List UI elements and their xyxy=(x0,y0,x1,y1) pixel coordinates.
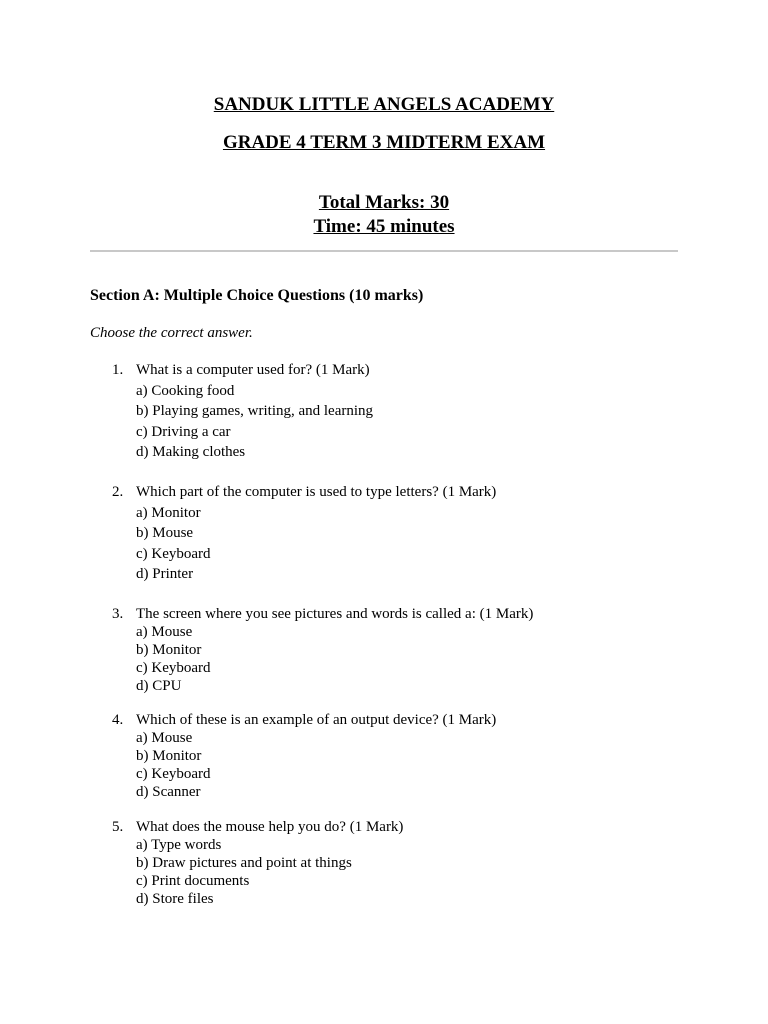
option-b: b) Monitor xyxy=(136,642,202,658)
question-text: What does the mouse help you do? (1 Mark) xyxy=(136,819,404,835)
question-2 xyxy=(112,482,496,585)
option-a: a) Cooking food xyxy=(136,382,235,399)
question-text: The screen where you see pictures and words is called a: (1 Mark) xyxy=(136,606,534,622)
exam-time: Time: 45 minutes xyxy=(313,216,455,237)
option-d: d) Printer xyxy=(136,566,194,582)
question-number: 2. xyxy=(112,484,124,500)
option-b: b) Monitor xyxy=(136,748,202,764)
question-number: 3. xyxy=(112,606,124,622)
question-1 xyxy=(112,360,373,463)
option-d: d) Making clothes xyxy=(136,444,246,460)
question-text: What is a computer used for? (1 Mark) xyxy=(136,362,370,378)
question-text: Which of these is an example of an output device? (1 Mark) xyxy=(136,712,497,728)
question-4 xyxy=(112,711,496,801)
option-a: a) Mouse xyxy=(136,730,193,746)
option-d: d) Scanner xyxy=(136,784,201,800)
option-c: c) Keyboard xyxy=(136,660,211,676)
option-a: a) Monitor xyxy=(136,504,201,521)
option-b: b) Mouse xyxy=(136,525,194,541)
option-d: d) Store files xyxy=(136,891,214,907)
question-text: Which part of the computer is used to type letters? (1 Mark) xyxy=(136,484,497,500)
question-5 xyxy=(112,818,403,908)
exam-title: GRADE 4 TERM 3 MIDTERM EXAM xyxy=(222,132,546,153)
question-number: 4. xyxy=(112,712,124,728)
section-a-title: Section A: Multiple Choice Questions (10 marks) xyxy=(90,287,424,304)
horizontal-divider xyxy=(90,250,678,252)
option-a: a) Type words xyxy=(136,837,222,853)
total-marks: Total Marks: 30 xyxy=(318,192,450,213)
option-c: c) Keyboard xyxy=(136,545,211,562)
option-c: c) Print documents xyxy=(136,873,250,889)
school-title: SANDUK LITTLE ANGELS ACADEMY xyxy=(213,94,555,115)
option-b: b) Draw pictures and point at things xyxy=(136,855,352,871)
option-c: c) Keyboard xyxy=(136,766,211,782)
question-3 xyxy=(112,605,533,695)
option-a: a) Mouse xyxy=(136,624,193,640)
option-b: b) Playing games, writing, and learning xyxy=(136,403,374,419)
option-d: d) CPU xyxy=(136,678,182,694)
question-number: 1. xyxy=(112,362,124,378)
section-a-instruction: Choose the correct answer. xyxy=(90,325,253,341)
question-number: 5. xyxy=(112,819,124,835)
option-c: c) Driving a car xyxy=(136,423,231,440)
